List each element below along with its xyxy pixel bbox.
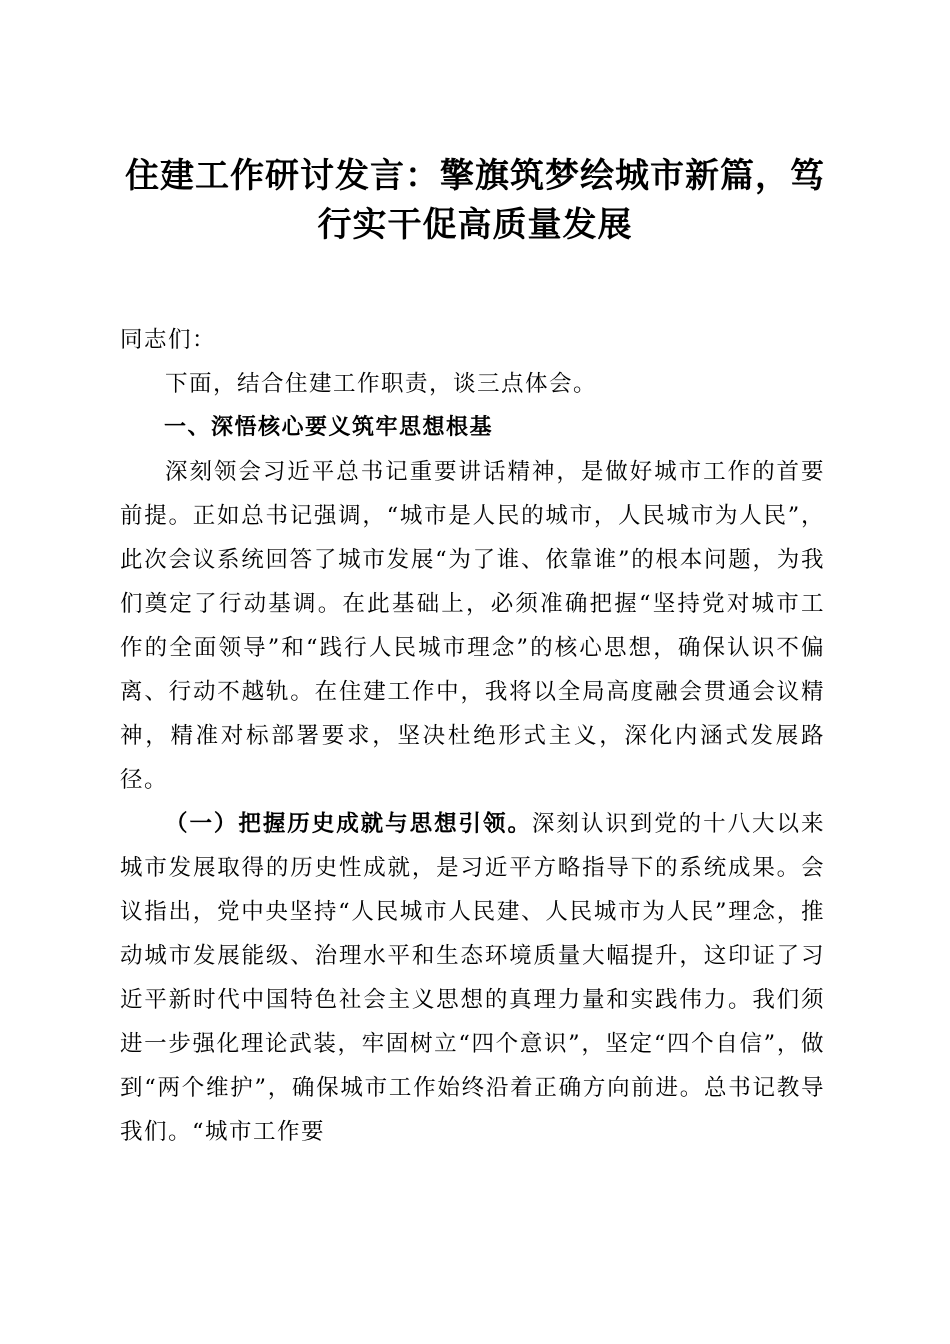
title-line-2: 行实干促高质量发展 (317, 205, 633, 245)
title-line-1: 住建工作研讨发言：擎旗筑梦绘城市新篇，笃 (125, 156, 825, 196)
salutation: 同志们： (120, 327, 217, 353)
document-title (110, 152, 840, 250)
body-paragraph-2-text: 深刻认识到党的十八大以来城市发展取得的历史性成就，是习近平方略指导下的系统成果。会议指出，党中央坚持“人民城市人民建、人民城市为人民”理念，推动城市发展能级、治理水平和生态环境质量大幅提升，这印证了习近平新时代中国特色社会主义思想的真理力量和实践伟力。我们须进一步强化理论武装，牢固树立“四个意识”，坚定“四个自信”，做到“两个维护”，确保城市工作始终沿着正确方向前进。总书记教导我们。“城市工作要 (120, 811, 825, 1145)
body-paragraph-1: 深刻领会习近平总书记重要讲话精神，是做好城市工作的首要前提。正如总书记强调，“城市是人民的城市，人民城市为人民”，此次会议系统回答了城市发展“为了谁、依靠谁”的根本问题，为我们奠定了行动基调。在此基础上，必须准确把握“坚持党对城市工作的全面领导”和“践行人民城市理念”的核心思想，确保认识不偏离、行动不越轨。在住建工作中，我将以全局高度融会贯通会议精神，精准对标部署要求，坚决杜绝形式主义，深化内涵式发展路径。 (120, 459, 825, 793)
section-heading-1: 一、深悟核心要义筑牢思想根基 (164, 415, 494, 440)
subsection-heading-1: （一）把握历史成就与思想引领。 (165, 811, 532, 837)
intro-paragraph: 下面，结合住建工作职责，谈三点体会。 (165, 371, 598, 397)
document-body (120, 318, 825, 1154)
body-paragraph-2 (120, 802, 825, 1154)
